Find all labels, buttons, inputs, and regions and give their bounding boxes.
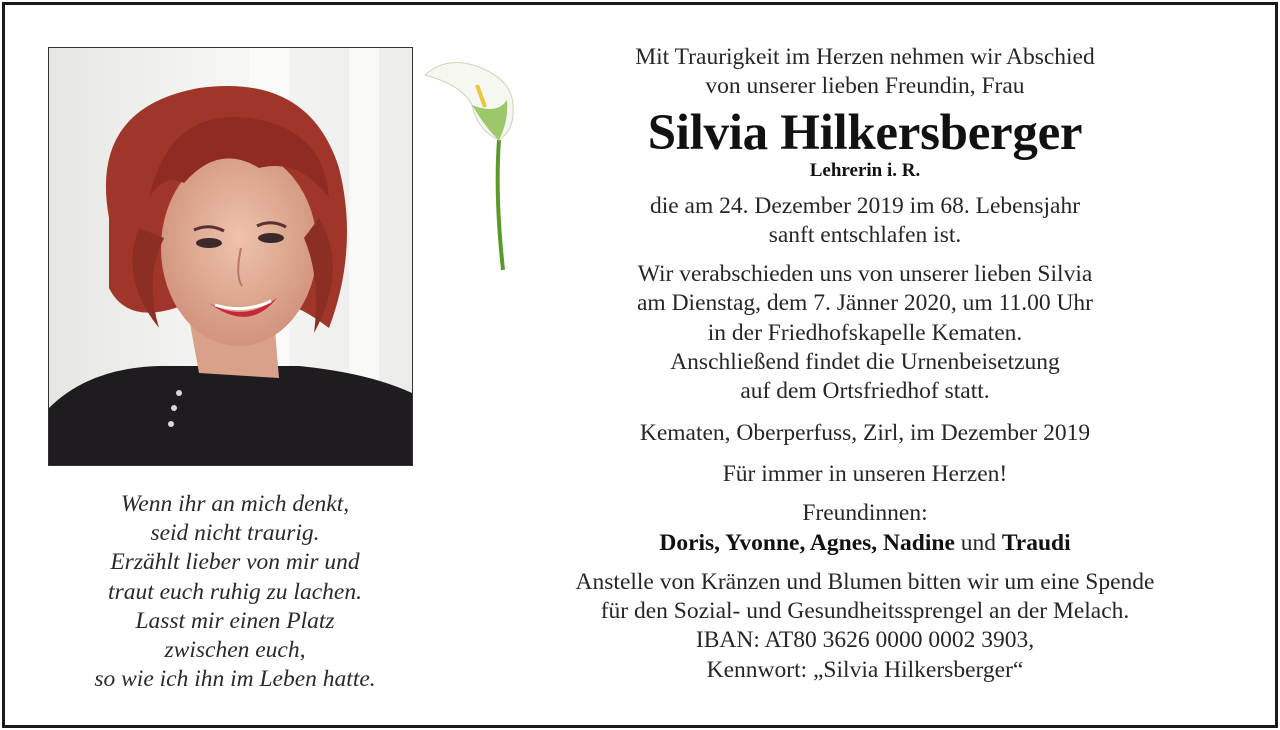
poem-line: Lasst mir einen Platz (135, 607, 335, 634)
mourners-names (490, 529, 1240, 558)
poem-line: Erzählt lieber von mir und (110, 549, 360, 576)
farewell-line: auf dem Ortsfriedhof statt. (740, 378, 990, 405)
notice-text (490, 43, 1240, 685)
deceased-name: Silvia Hilkersberger (647, 104, 1083, 161)
mourners-label: Freundinnen: (802, 500, 928, 527)
farewell-line: Wir verabschieden uns von unserer lieben Silvia (637, 261, 1093, 288)
donation-line: Anstelle von Kränzen und Blumen bitten wir um eine Spende (575, 568, 1155, 595)
mourners-last: Traudi (1001, 529, 1071, 556)
mourners-conjunction: und (960, 529, 996, 556)
portrait-photo (48, 47, 413, 466)
intro-line: Mit Traurigkeit im Herzen nehmen wir Abschied (635, 44, 1095, 70)
farewell-line: in der Friedhofskapelle Kematen. (707, 319, 1023, 346)
poem-line: seid nicht traurig. (150, 520, 320, 547)
place-date: Kematen, Oberperfuss, Zirl, im Dezember 2019 (639, 419, 1091, 446)
keyword-line: Kennwort: „Silvia Hilkersberger“ (706, 656, 1024, 683)
poem (35, 490, 435, 694)
mourners-list: Doris, Yvonne, Agnes, Nadine (659, 529, 955, 556)
obituary-card (2, 2, 1278, 728)
intro-line: von unserer lieben Freundin, Frau (705, 73, 1025, 100)
farewell-line: Anschließend findet die Urnenbeisetzung (670, 349, 1060, 376)
poem-line: so wie ich ihn im Leben hatte. (94, 666, 376, 693)
profession: Lehrerin i. R. (809, 159, 921, 181)
poem-line: zwischen euch, (164, 637, 306, 664)
farewell-line: am Dienstag, dem 7. Jänner 2020, um 11.00 Uhr (637, 290, 1093, 317)
iban-line: IBAN: AT80 3626 0000 0002 3903, (695, 627, 1035, 654)
donation-line: für den Sozial- und Gesundheitssprengel an der Melach. (600, 598, 1130, 625)
poem-line: Wenn ihr an mich denkt, (120, 491, 350, 517)
death-notice-line: die am 24. Dezember 2019 im 68. Lebensjahr (649, 192, 1081, 219)
death-notice-line: sanft entschlafen ist. (768, 221, 962, 248)
forever-line: Für immer in unseren Herzen! (722, 460, 1008, 487)
poem-line: traut euch ruhig zu lachen. (108, 578, 362, 605)
